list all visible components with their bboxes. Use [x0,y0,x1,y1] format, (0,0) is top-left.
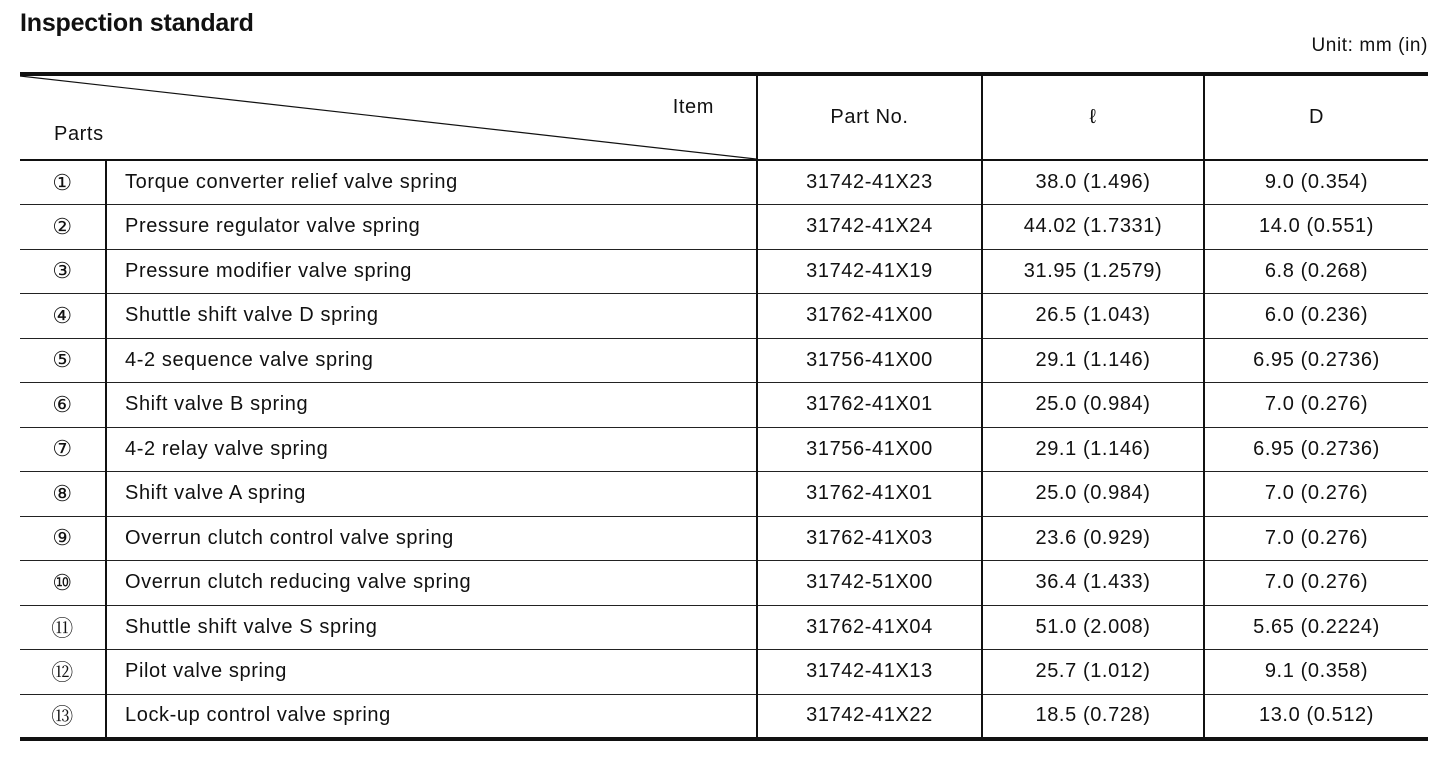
part-number: 31762-41X00 [757,294,982,339]
part-name: 4-2 sequence valve spring [106,338,757,383]
row-number: ⑪ [20,605,106,650]
part-number: 31762-41X04 [757,605,982,650]
outer-diameter: 9.0 (0.354) [1204,160,1428,205]
table-row [20,338,1428,383]
header-item-label: Item [672,96,714,118]
part-name: Shift valve B spring [106,383,757,428]
free-length: 38.0 (1.496) [982,160,1204,205]
row-number: ③ [20,249,106,294]
header-length: ℓ [982,74,1204,160]
page-title: Inspection standard [20,9,254,37]
part-name: Shift valve A spring [106,472,757,517]
table-row [20,383,1428,428]
part-number: 31742-41X19 [757,249,982,294]
row-number: ④ [20,294,106,339]
table-row [20,427,1428,472]
table-row [20,605,1428,650]
outer-diameter: 13.0 (0.512) [1204,694,1428,739]
part-name: Shuttle shift valve D spring [106,294,757,339]
part-name: Torque converter relief valve spring [106,160,757,205]
part-number: 31742-41X22 [757,694,982,739]
table-row [20,650,1428,695]
free-length: 51.0 (2.008) [982,605,1204,650]
table-row [20,561,1428,606]
header-diameter: D [1204,74,1428,160]
header-parts-label: Parts [54,123,104,145]
free-length: 29.1 (1.146) [982,427,1204,472]
part-number: 31762-41X01 [757,472,982,517]
free-length: 29.1 (1.146) [982,338,1204,383]
table-row [20,472,1428,517]
part-number: 31742-41X24 [757,205,982,250]
part-number: 31742-41X13 [757,650,982,695]
header-diagonal-line [20,76,756,159]
part-name: Pressure modifier valve spring [106,249,757,294]
part-number: 31762-41X03 [757,516,982,561]
part-name: Pilot valve spring [106,650,757,695]
part-name: Pressure regulator valve spring [106,205,757,250]
part-name: Shuttle shift valve S spring [106,605,757,650]
row-number: ⑨ [20,516,106,561]
outer-diameter: 7.0 (0.276) [1204,383,1428,428]
outer-diameter: 6.0 (0.236) [1204,294,1428,339]
part-name: Overrun clutch reducing valve spring [106,561,757,606]
free-length: 31.95 (1.2579) [982,249,1204,294]
part-number: 31756-41X00 [757,427,982,472]
outer-diameter: 6.95 (0.2736) [1204,427,1428,472]
row-number: ⑬ [20,694,106,739]
table-body [20,160,1428,739]
header-item-parts-cell [20,74,757,160]
table-row [20,249,1428,294]
outer-diameter: 6.95 (0.2736) [1204,338,1428,383]
header-part-no: Part No. [757,74,982,160]
part-name: Lock-up control valve spring [106,694,757,739]
free-length: 23.6 (0.929) [982,516,1204,561]
unit-label: Unit: mm (in) [1311,35,1428,56]
table-header-row [20,74,1428,160]
row-number: ⑦ [20,427,106,472]
outer-diameter: 7.0 (0.276) [1204,472,1428,517]
outer-diameter: 5.65 (0.2224) [1204,605,1428,650]
part-name: 4-2 relay valve spring [106,427,757,472]
table-row [20,205,1428,250]
free-length: 25.0 (0.984) [982,472,1204,517]
row-number: ⑩ [20,561,106,606]
part-number: 31742-51X00 [757,561,982,606]
outer-diameter: 6.8 (0.268) [1204,249,1428,294]
free-length: 44.02 (1.7331) [982,205,1204,250]
free-length: 26.5 (1.043) [982,294,1204,339]
free-length: 36.4 (1.433) [982,561,1204,606]
outer-diameter: 14.0 (0.551) [1204,205,1428,250]
table-row [20,694,1428,739]
part-number: 31742-41X23 [757,160,982,205]
outer-diameter: 7.0 (0.276) [1204,561,1428,606]
part-number: 31756-41X00 [757,338,982,383]
free-length: 18.5 (0.728) [982,694,1204,739]
inspection-standard-table [20,72,1428,741]
table-row [20,294,1428,339]
row-number: ⑧ [20,472,106,517]
part-name: Overrun clutch control valve spring [106,516,757,561]
row-number: ① [20,160,106,205]
table-row [20,160,1428,205]
row-number: ⑥ [20,383,106,428]
table-row [20,516,1428,561]
part-number: 31762-41X01 [757,383,982,428]
outer-diameter: 7.0 (0.276) [1204,516,1428,561]
free-length: 25.7 (1.012) [982,650,1204,695]
inspection-table-container [20,72,1428,741]
row-number: ② [20,205,106,250]
free-length: 25.0 (0.984) [982,383,1204,428]
row-number: ⑫ [20,650,106,695]
outer-diameter: 9.1 (0.358) [1204,650,1428,695]
row-number: ⑤ [20,338,106,383]
